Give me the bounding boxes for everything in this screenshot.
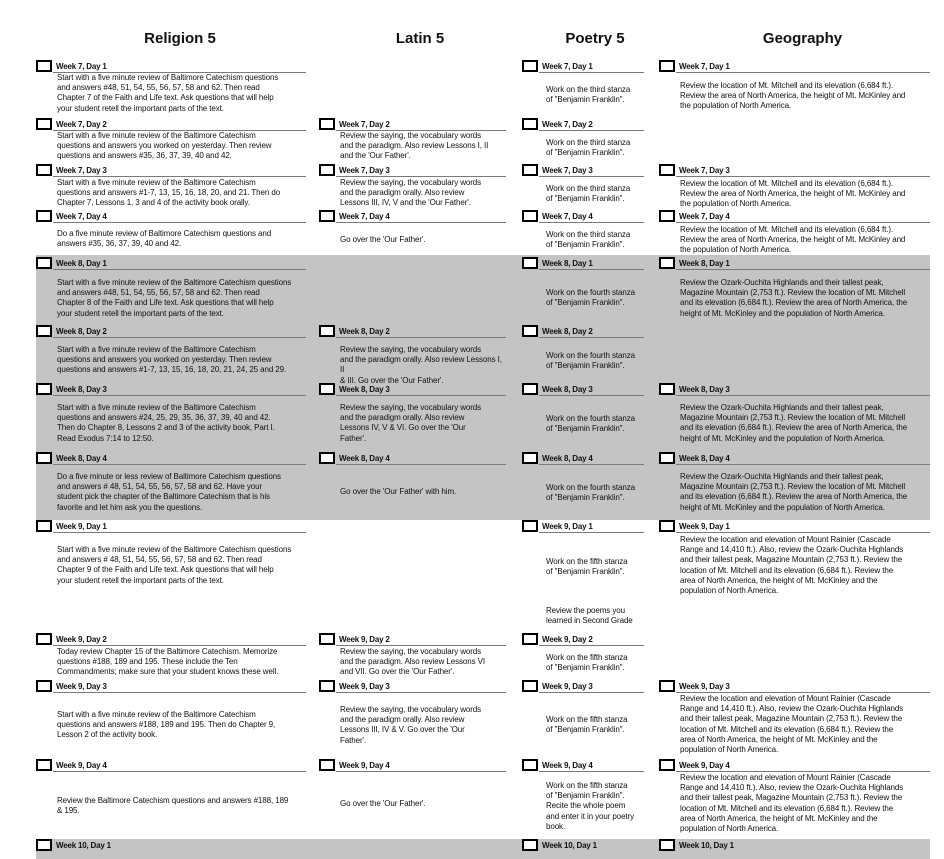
checkbox[interactable] <box>659 520 675 532</box>
entry-text: Review the saying, the vocabulary words and the paradigm orally. Also review Lessons III, IV & V. Go over the 'Our Father'. <box>340 705 482 745</box>
entry-text: Work on the fourth stanza of "Benjamin Franklin". <box>546 351 635 371</box>
entry-day-label: Week 9, Day 2 <box>56 635 107 644</box>
entry-day-label: Week 7, Day 2 <box>56 120 107 129</box>
checkbox[interactable] <box>659 60 675 72</box>
entry-text: Start with a five minute review of the Baltimore Catechism questions and answers #1-7, 13, 15, 16, 18, 20, and 21. Then do Chapter 7, Lessons 1, 3 and 4 of the activity book orally. <box>57 178 281 208</box>
checkbox[interactable] <box>659 164 675 176</box>
entry-text: Work on the fifth stanza of "Benjamin Franklin". <box>546 715 628 735</box>
checkbox[interactable] <box>522 520 538 532</box>
entry-day-label: Week 7, Day 4 <box>56 212 107 221</box>
entry-day-label: Week 7, Day 4 <box>339 212 390 221</box>
entry-day-label: Week 8, Day 3 <box>56 385 107 394</box>
entry-text: Work on the fourth stanza of "Benjamin Franklin". <box>546 414 635 434</box>
checkbox[interactable] <box>522 257 538 269</box>
entry-day-label: Week 7, Day 3 <box>679 166 730 175</box>
entry-text: Review the saying, the vocabulary words and the paradigm orally. Also review Lessons III, IV, V and the 'Our Father'. <box>340 178 482 208</box>
entry-text: Work on the third stanza of "Benjamin Franklin". <box>546 85 631 105</box>
entry-text: Work on the fifth stanza of "Benjamin Franklin". <box>546 557 628 577</box>
entry-text: Review the Baltimore Catechism questions and answers #188, 189 & 195. <box>57 796 289 816</box>
entry-day-label: Week 8, Day 3 <box>679 385 730 394</box>
checkbox[interactable] <box>659 383 675 395</box>
entry-text: Work on the third stanza of "Benjamin Franklin". <box>546 138 631 158</box>
checkbox[interactable] <box>522 452 538 464</box>
entry-day-label: Week 8, Day 3 <box>339 385 390 394</box>
entry-text: Work on the fifth stanza of "Benjamin Franklin". Recite the whole poem and enter it in your poetry book. <box>546 781 635 831</box>
checkbox[interactable] <box>319 164 335 176</box>
entry-text: Work on the third stanza of "Benjamin Franklin". <box>546 230 631 250</box>
checkbox[interactable] <box>36 520 52 532</box>
entry-day-label: Week 8, Day 2 <box>56 327 107 336</box>
checkbox[interactable] <box>522 118 538 130</box>
entry-text: Do a five minute review of Baltimore Catechism questions and answers #35, 36, 37, 39, 40 and 42. <box>57 229 272 249</box>
checkbox[interactable] <box>36 633 52 645</box>
entry-text: Review the saying, the vocabulary words and the paradigm. Also review Lessons VI and VII. Go over the 'Our Father'. <box>340 647 485 677</box>
entry-text: Do a five minute or less review of Baltimore Catechism questions and answers # 48, 51, 54, 55, 56, 57, 58 and 62. Have your student pick the chapter of the Baltimore Catechism that is his favorite and let him ask you the questions. <box>57 472 281 512</box>
entry-text: Go over the 'Our Father'. <box>340 799 426 808</box>
checkbox[interactable] <box>36 118 52 130</box>
entry-day-label: Week 7, Day 3 <box>542 166 593 175</box>
checkbox[interactable] <box>522 759 538 771</box>
entry-text: Review the location and elevation of Mount Rainier (Cascade Range and 14,410 ft.). Also, review the Ozark-Ouchita Highlands and their tallest peak, Magazine Mountain (2,753 ft.). Review the location of Mt. Mitchell and its elevation (6,684 ft.). Review the area of North America, the height of Mt. McKinley and the population of North America. <box>680 773 904 834</box>
checkbox[interactable] <box>319 325 335 337</box>
checkbox[interactable] <box>319 633 335 645</box>
latin-header: Latin 5 <box>395 30 445 47</box>
entry-text: Review the location and elevation of Mount Rainier (Cascade Range and 14,410 ft.). Also, review the Ozark-Ouchita Highlands and their tallest peak, Magazine Mountain (2,753 ft.). Review the location of Mt. Mitchell and its elevation (6,684 ft.). Review the area of North America, the height of Mt. McKinley and the population of North America. <box>680 694 904 755</box>
checkbox[interactable] <box>319 452 335 464</box>
checkbox[interactable] <box>522 383 538 395</box>
entry-day-label: Week 7, Day 1 <box>679 62 730 71</box>
entry-day-label: Week 8, Day 4 <box>339 454 390 463</box>
entry-day-label: Week 9, Day 4 <box>56 761 107 770</box>
entry-day-label: Week 9, Day 4 <box>679 761 730 770</box>
entry-text: Review the Ozark-Ouchita Highlands and their tallest peak, Magazine Mountain (2,753 ft.). Review the location of Mt. Mitchell and its elevation (6,684 ft.). Review the area of North America, the height of Mt. McKinley and the population of North America. <box>680 472 908 512</box>
checkbox[interactable] <box>36 383 52 395</box>
checkbox[interactable] <box>522 325 538 337</box>
checkbox[interactable] <box>319 680 335 692</box>
entry-day-label: Week 9, Day 1 <box>56 522 107 531</box>
entry-text: Work on the fourth stanza of "Benjamin Franklin". <box>546 483 635 503</box>
entry-day-label: Week 8, Day 4 <box>56 454 107 463</box>
entry-text: Start with a five minute review of the Baltimore Catechism questions and answers # 48, 51, 54, 55, 56, 57, 58 and 62. Then read Chapter 9 of the Faith and Life text. Ask questions that will help your student retell the important parts of the text. <box>57 545 292 585</box>
checkbox[interactable] <box>659 257 675 269</box>
entry-text: Review the location and elevation of Mount Rainier (Cascade Range and 14,410 ft.). Also, review the Ozark-Ouchita Highlands and their tallest peak, Magazine Mountain (2,753 ft.). Review the location of Mt. Mitchell and its elevation (6,684 ft.). Review the area of North America, the height of Mt. McKinley and the population of North America. <box>680 535 904 596</box>
checkbox[interactable] <box>659 210 675 222</box>
entry-day-label: Week 9, Day 3 <box>339 682 390 691</box>
checkbox[interactable] <box>319 383 335 395</box>
poetry-header: Poetry 5 <box>565 30 625 47</box>
entry-day-label: Week 9, Day 1 <box>542 522 593 531</box>
entry-day-label: Week 9, Day 4 <box>339 761 390 770</box>
entry-day-label: Week 8, Day 1 <box>679 259 730 268</box>
entry-text: Start with a five minute review of the Baltimore Catechism questions and answers #24, 25, 29, 35, 36, 37, 39, 40 and 42. Then do Chapter 8, Lessons 2 and 3 of the activity book, Part I. Read Exodus 7:14 to 12:50. <box>57 403 275 443</box>
entry-text: Start with a five minute review of Baltimore Catechism questions and answers #48, 51, 54, 55, 56, 57, 58 and 62. Then read Chapter 7 of the Faith and Life text. Ask questions that will help your student retell the important parts of the text. <box>57 73 279 113</box>
entry-text: Review the saying, the vocabulary words and the paradigm. Also review Lessons I, II and the 'Our Father'. <box>340 131 489 161</box>
entry-text: Today review Chapter 15 of the Baltimore Catechism. Memorize questions #188, 189 and 195. These include the Ten Commandments; make sure that your student knows these well. <box>57 647 279 677</box>
checkbox[interactable] <box>36 839 52 851</box>
entry-day-label: Week 10, Day 1 <box>679 841 734 850</box>
entry-day-label: Week 8, Day 1 <box>56 259 107 268</box>
entry-day-label: Week 10, Day 1 <box>542 841 597 850</box>
entry-text: Review the location of Mt. Mitchell and its elevation (6,684 ft.). Review the area of North America, the height of Mt. McKinley and the population of North America. <box>680 81 906 111</box>
checkbox[interactable] <box>659 839 675 851</box>
entry-day-label: Week 7, Day 4 <box>542 212 593 221</box>
checkbox[interactable] <box>36 164 52 176</box>
entry-day-label: Week 9, Day 1 <box>679 522 730 531</box>
entry-text: Review the saying, the vocabulary words and the paradigm orally. Also review Lessons I, II & III. Go over the 'Our Father'. <box>340 345 502 385</box>
entry-day-label: Week 8, Day 4 <box>542 454 593 463</box>
entry-day-label: Week 9, Day 2 <box>542 635 593 644</box>
entry-day-label: Week 7, Day 1 <box>542 62 593 71</box>
week-10-shading <box>36 839 930 859</box>
entry-text: Work on the third stanza of "Benjamin Franklin". <box>546 184 631 204</box>
checkbox[interactable] <box>659 680 675 692</box>
entry-text: Start with a five minute review of the Baltimore Catechism questions and answers #48, 51, 54, 55, 56, 57, 58 and 62. Then read Chapter 8 of the Faith and Life text. Ask questions that will help your student retell the important parts of the text. <box>57 278 292 318</box>
checkbox[interactable] <box>319 210 335 222</box>
checkbox[interactable] <box>319 118 335 130</box>
entry-day-label: Week 9, Day 2 <box>339 635 390 644</box>
entry-day-label: Week 7, Day 2 <box>542 120 593 129</box>
checkbox[interactable] <box>36 325 52 337</box>
checkbox[interactable] <box>522 164 538 176</box>
entry-day-label: Week 8, Day 2 <box>542 327 593 336</box>
checkbox[interactable] <box>522 210 538 222</box>
entry-day-label: Week 7, Day 4 <box>679 212 730 221</box>
entry-day-label: Week 10, Day 1 <box>56 841 111 850</box>
entry-day-label: Week 7, Day 1 <box>56 62 107 71</box>
entry-day-label: Week 9, Day 4 <box>542 761 593 770</box>
entry-text: Start with a five minute review of the Baltimore Catechism questions and answers #188, 189 and 195. Then do Chapter 9, Lesson 2 of the activity book. <box>57 710 276 740</box>
entry-text: Review the location of Mt. Mitchell and its elevation (6,684 ft.). Review the area of North America, the height of Mt. McKinley and the population of North America. <box>680 225 906 255</box>
entry-text: Review the saying, the vocabulary words and the paradigm orally. Also review Lessons IV, V & VI. Go over the 'Our Father'. <box>340 403 482 443</box>
entry-day-label: Week 8, Day 1 <box>542 259 593 268</box>
entry-day-label: Week 9, Day 3 <box>542 682 593 691</box>
entry-text: Review the Ozark-Ouchita Highlands and their tallest peak, Magazine Mountain (2,753 ft.). Review the location of Mt. Mitchell and its elevation (6,684 ft.). Review the area of North America, the height of Mt. McKinley and the population of North America. <box>680 278 908 318</box>
checkbox[interactable] <box>36 60 52 72</box>
checkbox[interactable] <box>659 759 675 771</box>
entry-text: Review the Ozark-Ouchita Highlands and their tallest peak, Magazine Mountain (2,753 ft.). Review the location of Mt. Mitchell and its elevation (6,684 ft.). Review the area of North America, the height of Mt. McKinley and the population of North America. <box>680 403 908 443</box>
checkbox[interactable] <box>659 452 675 464</box>
checkbox[interactable] <box>36 680 52 692</box>
entry-text: Work on the fourth stanza of "Benjamin Franklin". <box>546 288 635 308</box>
entry-day-label: Week 7, Day 3 <box>56 166 107 175</box>
checkbox[interactable] <box>36 210 52 222</box>
entry-day-label: Week 9, Day 3 <box>56 682 107 691</box>
entry-day-label: Week 8, Day 2 <box>339 327 390 336</box>
checkbox[interactable] <box>319 759 335 771</box>
checkbox[interactable] <box>36 759 52 771</box>
entry-text: Start with a five minute review of the Baltimore Catechism questions and answers you worked on yesterday. Then review questions and answers #1-7, 13, 15, 16, 18, 20, 21, 24, 25 and 29. <box>57 345 287 375</box>
entry-text: Work on the fifth stanza of "Benjamin Franklin". <box>546 653 628 673</box>
checkbox[interactable] <box>36 257 52 269</box>
entry-extra-text: Review the poems you learned in Second Grade <box>546 606 633 626</box>
checkbox[interactable] <box>522 633 538 645</box>
entry-text: Go over the 'Our Father' with him. <box>340 487 457 496</box>
entry-day-label: Week 8, Day 3 <box>542 385 593 394</box>
religion-header: Religion 5 <box>144 30 216 47</box>
geography-header: Geography <box>762 30 843 47</box>
entry-day-label: Week 7, Day 2 <box>339 120 390 129</box>
entry-text: Go over the 'Our Father'. <box>340 235 426 244</box>
entry-day-label: Week 7, Day 3 <box>339 166 390 175</box>
entry-text: Review the location of Mt. Mitchell and its elevation (6,684 ft.). Review the area of North America, the height of Mt. McKinley and the population of North America. <box>680 179 906 209</box>
checkbox[interactable] <box>36 452 52 464</box>
entry-text: Start with a five minute review of the Baltimore Catechism questions and answers you worked on yesterday. Then review questions and answers #35, 36, 37, 39, 40 and 42. <box>57 131 272 161</box>
entry-day-label: Week 9, Day 3 <box>679 682 730 691</box>
checkbox[interactable] <box>522 839 538 851</box>
checkbox[interactable] <box>522 60 538 72</box>
entry-day-label: Week 8, Day 4 <box>679 454 730 463</box>
checkbox[interactable] <box>522 680 538 692</box>
